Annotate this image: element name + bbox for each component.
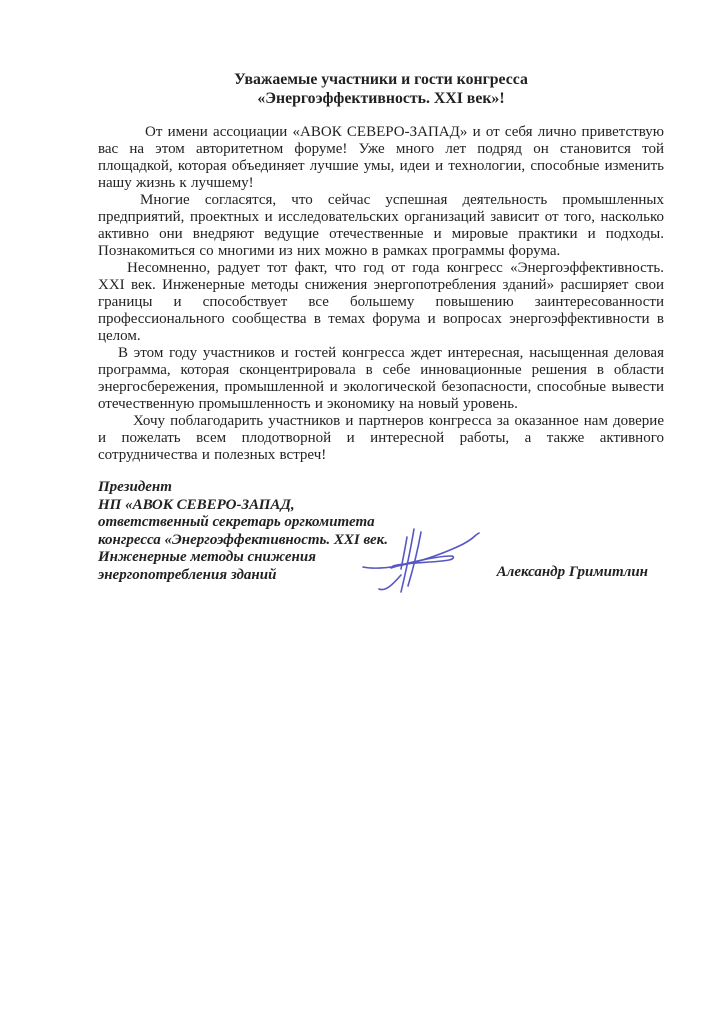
letter-title-line-1: Уважаемые участники и гости конгресса <box>234 71 528 88</box>
paragraph-thanks: Хочу поблагодарить участников и партнеров конгресса за оказанное нам доверие и пожелать всем плодотворной и интересной работы, а также активного сотрудничества и полезных встреч! <box>98 413 664 463</box>
letter-title-line-2: «Энергоэффективность. XXI век»! <box>257 90 505 107</box>
paragraph-greeting: От имени ассоциации «АВОК СЕВЕРО-ЗАПАД» и от себя лично приветствую вас на этом авторитетном форуме! Уже много лет подряд он становится той площадкой, которая объединяет лучшие умы, идеи и технологии, способные изменить нашу жизнь к лучшему! <box>98 124 664 191</box>
paragraph-congress-growth: Несомненно, радует тот факт, что год от года конгресс «Энергоэффективность. XXI век. Инженерные методы снижения энергопотребления зданий» расширяет свои границы и способствует все большему повышению заинтересованности профессионального сообщества в темах форума и вопросах энергоэффективности в целом. <box>98 260 664 344</box>
signatory-title-line: конгресса «Энергоэффективность. XXI век. <box>98 531 389 548</box>
signatory-title-line: ответственный секретарь оргкомитета <box>98 514 375 531</box>
signatory-name: Александр Гримитлин <box>496 564 648 580</box>
signatory-title-line: Президент <box>98 479 172 495</box>
signatory-title-line: энергопотребления зданий <box>98 566 277 583</box>
signature-section <box>98 479 664 629</box>
letter-title <box>98 70 664 108</box>
signatory-title-line: НП «АВОК СЕВЕРО-ЗАПАД, <box>98 496 295 513</box>
handwritten-signature-icon <box>361 525 483 601</box>
letter-content <box>98 70 664 629</box>
paragraph-program: В этом году участников и гостей конгресса ждет интересная, насыщенная деловая программа, которая сконцентрировала в себе инновационные решения в области энергосбережения, промышленной и экологической безопасности, способные вывести отечественную промышленность и экономику на новый уровень. <box>98 345 664 412</box>
signatory-title-line: Инженерные методы снижения <box>98 549 316 566</box>
letter-body <box>98 124 664 464</box>
paragraph-industry: Многие согласятся, что сейчас успешная деятельность промышленных предприятий, проектных и исследовательских организаций зависит от того, насколько активно они внедряют ведущие отечественные и мировые практики и подходы. Познакомиться со многими из них можно в рамках программы форума. <box>98 192 664 259</box>
